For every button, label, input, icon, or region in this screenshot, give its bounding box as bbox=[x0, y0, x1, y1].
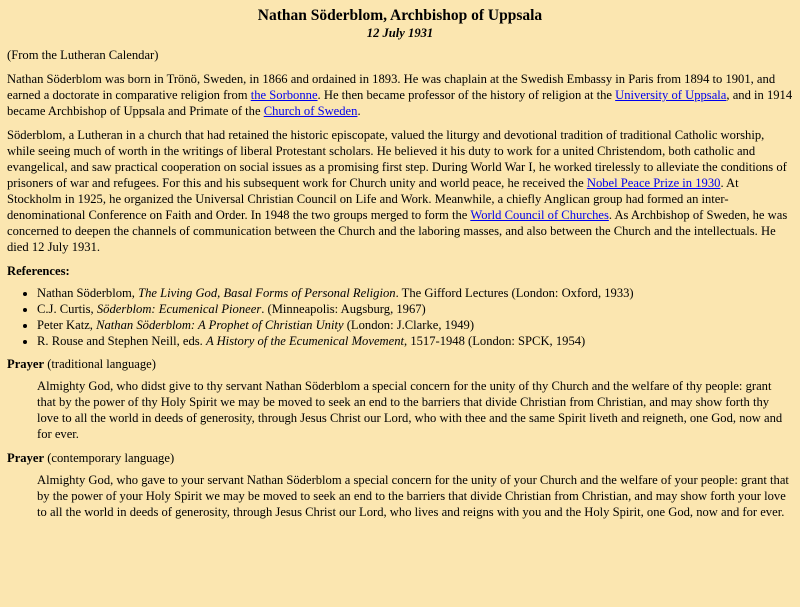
text-segment: . bbox=[357, 104, 361, 118]
prayer-qualifier: (contemporary language) bbox=[44, 451, 175, 465]
reference-title: Söderblom: Ecumenical Pioneer bbox=[96, 302, 262, 316]
reference-details: . The Gifford Lectures (London: Oxford, 1933) bbox=[395, 286, 634, 300]
biography-paragraph-2 bbox=[7, 127, 793, 255]
prayer-qualifier: (traditional language) bbox=[44, 357, 156, 371]
reference-author: R. Rouse and Stephen Neill, eds. bbox=[37, 334, 206, 348]
prayer-traditional-text: Almighty God, who didst give to thy servant Nathan Söderblom a special concern for the unity of thy Church and the welfare of thy people: grant that by the power of thy Holy Spirit we may be moved to seek an end to the barriers that divide Christian from Christian, and may show forth thy love to all the world in deeds of generosity, through Jesus Christ our Lord, who with thee and the same Spirit liveth and reigneth, one God, now and for ever. bbox=[37, 379, 783, 441]
source-note: (From the Lutheran Calendar) bbox=[7, 48, 159, 62]
reference-item bbox=[37, 301, 793, 317]
sorbonne-link[interactable]: the Sorbonne bbox=[250, 88, 318, 102]
commemoration-date: 12 July 1931 bbox=[366, 26, 434, 40]
prayer-label: Prayer bbox=[7, 451, 45, 465]
page-title: Nathan Söderblom, Archbishop of Uppsala bbox=[257, 7, 543, 24]
reference-item bbox=[37, 317, 793, 333]
reference-details: . (Minneapolis: Augsburg, 1967) bbox=[261, 302, 426, 316]
page-header bbox=[7, 7, 793, 41]
prayer-contemporary-heading bbox=[7, 450, 793, 466]
text-segment: . At Stockholm in 1925, he organized the Universal Christian Council on Life and Work. Meanwhile, a chiefly Anglican group had formed an inter-denominational Conference on Faith and Order. In 1948 the two groups merged to form the bbox=[7, 176, 739, 222]
reference-details: , 1517-1948 (London: SPCK, 1954) bbox=[404, 334, 586, 348]
university-of-uppsala-link[interactable]: University of Uppsala bbox=[615, 88, 727, 102]
reference-item bbox=[37, 333, 793, 349]
reference-title: The Living God, Basal Forms of Personal Religion bbox=[138, 286, 396, 300]
reference-author: Nathan Söderblom, bbox=[37, 286, 139, 300]
text-segment: Nathan Söderblom was born in Trönö, Sweden, in 1866 and ordained in 1893. He was chaplain at the Swedish Embassy in Paris from 1894 to 1901, and earned a doctorate in comparative religion from bbox=[7, 72, 776, 102]
references-heading: References: bbox=[7, 264, 70, 278]
prayer-traditional-heading bbox=[7, 356, 793, 372]
reference-title: Nathan Söderblom: A Prophet of Christian Unity bbox=[96, 318, 344, 332]
reference-title: A History of the Ecumenical Movement bbox=[205, 334, 405, 348]
reference-details: (London: J.Clarke, 1949) bbox=[343, 318, 475, 332]
church-of-sweden-link[interactable]: Church of Sweden bbox=[263, 104, 358, 118]
prayer-label: Prayer bbox=[7, 357, 45, 371]
text-segment: Söderblom, a Lutheran in a church that had retained the historic episcopate, valued the liturgy and devotional tradition of traditional Catholic worship, while seeing much of worth in the writings of liberal Protestant scholars. He believed it his duty to work for a united Christendom, both catholic and evangelical, and saw practical cooperation on social issues as a promising first step. During World War I, he worked tirelessly to alleviate the conditions of prisoners of war and refugees. For this and his subsequent work for Church unity and world peace, he received the bbox=[7, 128, 787, 190]
reference-author: C.J. Curtis, bbox=[37, 302, 97, 316]
world-council-of-churches-link[interactable]: World Council of Churches bbox=[470, 208, 609, 222]
text-segment: . He then became professor of the history of religion at the bbox=[317, 88, 616, 102]
references-list bbox=[7, 285, 793, 349]
biography-paragraph-1 bbox=[7, 71, 793, 119]
reference-author: Peter Katz, bbox=[37, 318, 97, 332]
text-segment: . As Archbishop of Sweden, he was concerned to deepen the channels of communication between the Church and the laboring masses, and also between the Church and the intellectuals. He died 12 July 1931. bbox=[7, 208, 788, 254]
prayer-contemporary-text: Almighty God, who gave to your servant Nathan Söderblom a special concern for the unity of your Church and the welfare of your people: grant that by the power of your Holy Spirit we may be moved to seek an end to the barriers that divide Christian from Christian, and may show forth your love to all the world in deeds of generosity, through Jesus Christ our Lord, who lives and reigns with you and the Holy Spirit, one God, now and for ever. bbox=[37, 473, 789, 519]
nobel-peace-prize-link[interactable]: Nobel Peace Prize in 1930 bbox=[586, 176, 721, 190]
reference-item bbox=[37, 285, 793, 301]
text-segment: , and in 1914 became Archbishop of Uppsala and Primate of the bbox=[7, 88, 793, 118]
